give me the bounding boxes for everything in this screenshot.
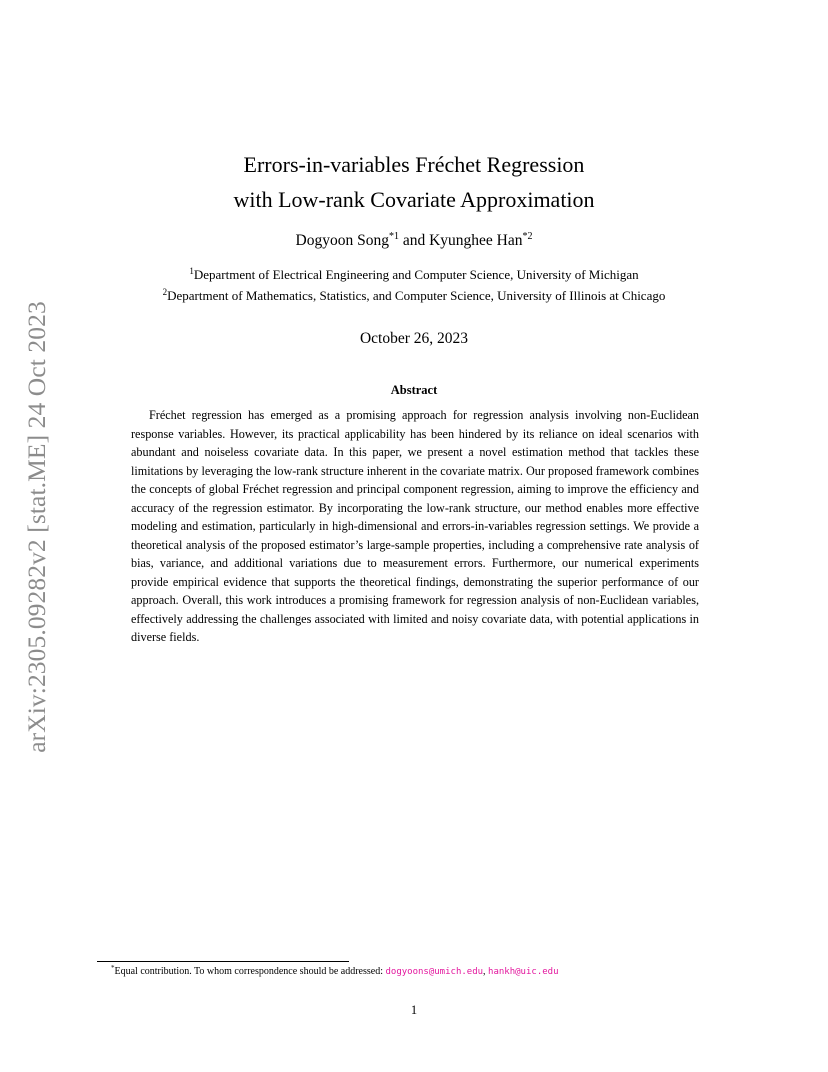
author-2-name: Kyunghee Han xyxy=(429,232,523,249)
author-1-name: Dogyoon Song xyxy=(295,232,389,249)
author-list xyxy=(0,231,828,250)
footnote-divider xyxy=(97,961,349,962)
affiliation-1-text: Department of Electrical Engineering and Computer Science, University of Michigan xyxy=(193,267,639,282)
paper-title xyxy=(0,147,828,217)
paper-date: October 26, 2023 xyxy=(359,330,469,347)
abstract-body: Fréchet regression has emerged as a promising approach for regression analysis involving non-Euclidean response variables. However, its practical applicability has been hindered by its reliance on ideal scenarios with abundant and noiseless covariate data. In this paper, we present a novel estimation method that tackles these limitations by leveraging the low-rank structure inherent in the covariate matrix. Our proposed framework combines the concepts of global Fréchet regression and principal component regression, aiming to improve the efficiency and accuracy of the regression estimator. By incorporating the low-rank structure, our method enables more effective modeling and estimation, particularly in high-dimensional and errors-in-variables regression settings. We provide a theoretical analysis of the proposed estimator’s large-sample properties, including a comprehensive rate analysis of bias, variance, and additional variations due to measurement errors. Furthermore, our numerical experiments provide empirical evidence that supports the theoretical findings, demonstrating the superior performance of our approach. Overall, this work introduces a promising framework for regression analysis of non-Euclidean variables, effectively addressing the challenges associated with limited and noisy covariate data, with potential applications in diverse fields. xyxy=(131,408,699,644)
page-number: 1 xyxy=(410,1003,418,1017)
title-line-2: with Low-rank Covariate Approximation xyxy=(233,187,595,212)
abstract-heading: Abstract xyxy=(390,383,438,397)
affiliation-2-mark: 2 xyxy=(162,287,168,297)
email-link-han[interactable]: hankh@uic.edu xyxy=(488,967,559,977)
footnote xyxy=(111,964,559,977)
author-1-marks: *1 xyxy=(388,231,399,242)
author-connector: and xyxy=(398,232,430,249)
arxiv-identifier-stamp: arXiv:2305.09282v2 [stat.ME] 24 Oct 2023 xyxy=(22,301,51,753)
affiliation-2 xyxy=(0,287,828,304)
affiliation-1-mark: 1 xyxy=(189,266,194,276)
footnote-text: Equal contribution. To whom correspondence should be addressed: xyxy=(114,966,386,977)
title-line-1: Errors-in-variables Fréchet Regression xyxy=(243,152,585,177)
footnote-separator: , xyxy=(483,966,489,977)
affiliation-2-text: Department of Mathematics, Statistics, and Computer Science, University of Illinois at Chicago xyxy=(167,288,666,303)
author-2-marks: *2 xyxy=(522,231,533,242)
affiliation-1 xyxy=(0,266,828,283)
email-link-song[interactable]: dogyoons@umich.edu xyxy=(385,967,484,977)
footnote-mark: * xyxy=(111,964,115,972)
